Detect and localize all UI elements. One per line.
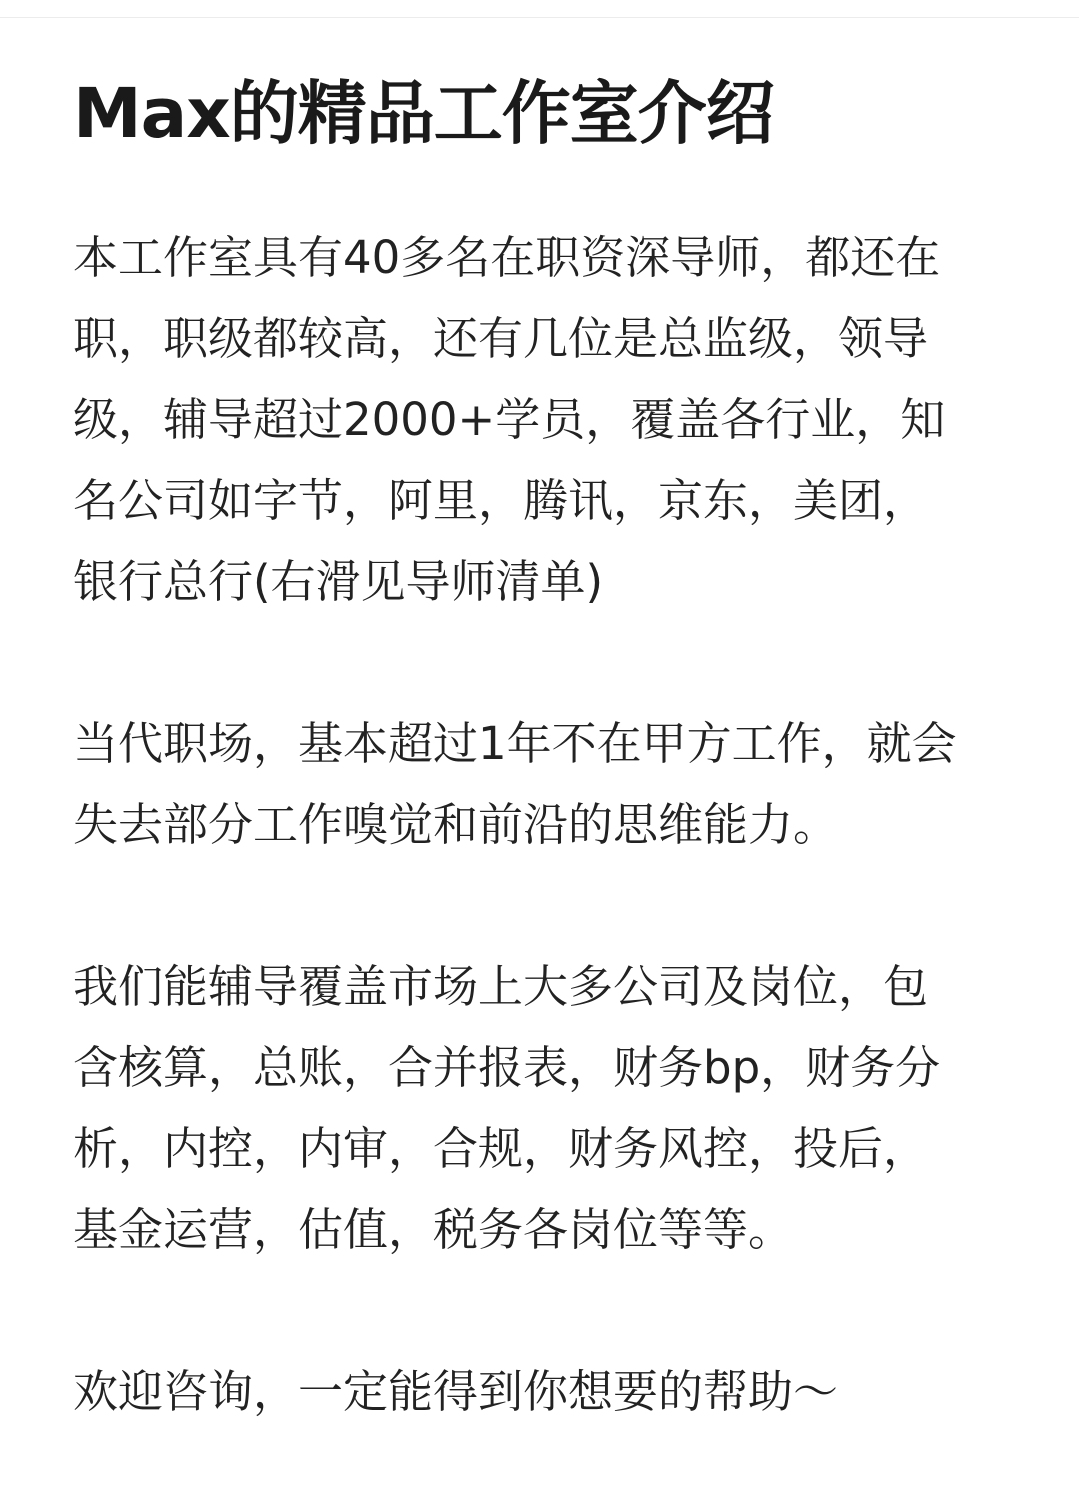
paragraph-workplace	[73, 703, 1008, 865]
text-line: 银行总行(右滑见导师清单)	[73, 555, 604, 608]
text-line: 基金运营，估值，税务各岗位等等。	[73, 1203, 794, 1256]
article	[73, 68, 1008, 1432]
text-line: 名公司如字节，阿里，腾讯，京东，美团，	[73, 474, 929, 527]
paragraph-welcome	[73, 1351, 1008, 1432]
top-divider	[0, 17, 1079, 18]
text-line: 级，辅导超过2000+学员，覆盖各行业，知	[73, 393, 946, 446]
text-line: 欢迎咨询，一定能得到你想要的帮助～	[73, 1365, 839, 1418]
paragraph-spacer	[73, 622, 1008, 703]
paragraph-spacer	[73, 1270, 1008, 1351]
text-line: 析，内控，内审，合规，财务风控，投后，	[73, 1122, 929, 1175]
text-line: 我们能辅导覆盖市场上大多公司及岗位，包	[73, 960, 929, 1013]
paragraph-intro	[73, 217, 1008, 622]
text-line: 本工作室具有40多名在职资深导师，都还在	[73, 231, 941, 284]
paragraph-coverage	[73, 946, 1008, 1270]
text-line: 含核算，总账，合并报表，财务bp，财务分	[73, 1041, 941, 1094]
paragraph-spacer	[73, 865, 1008, 946]
text-line: 职，职级都较高，还有几位是总监级，领导	[73, 312, 929, 365]
text-line: 当代职场，基本超过1年不在甲方工作，就会	[73, 717, 957, 770]
article-body	[73, 217, 1008, 1432]
text-line: 失去部分工作嗅觉和前沿的思维能力。	[73, 798, 839, 851]
page-title: Max的精品工作室介绍	[73, 74, 774, 154]
